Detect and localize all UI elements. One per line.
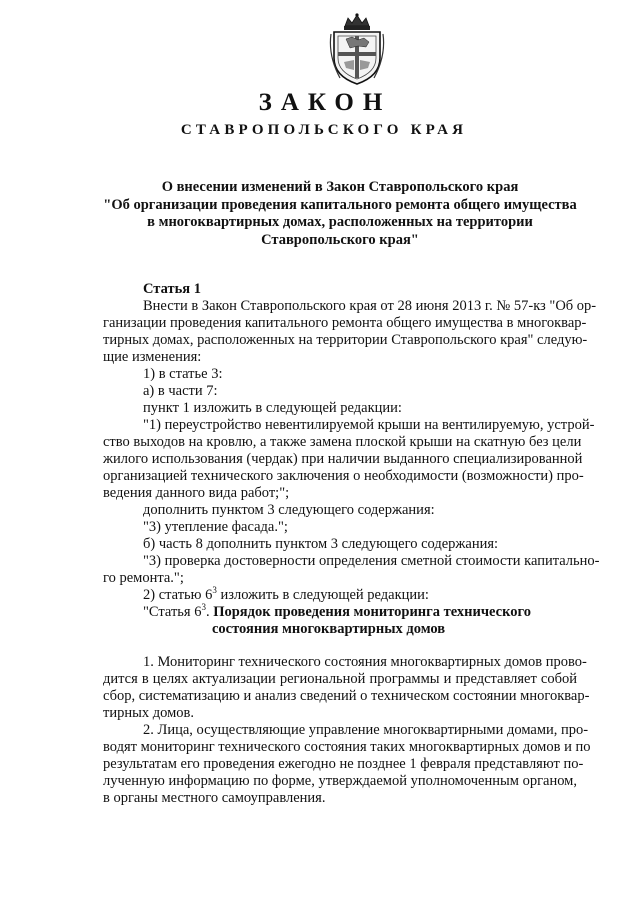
paragraph-line: дится в целях актуализации региональной программы и представляет собой bbox=[103, 671, 577, 687]
paragraph-line: в органы местного самоуправления. bbox=[103, 790, 326, 806]
superscript: 3 bbox=[212, 585, 217, 596]
paragraph-line: организацией технического заключения о необходимости (возможности) про- bbox=[103, 468, 584, 484]
list-item: пункт 1 изложить в следующей редакции: bbox=[143, 400, 402, 416]
new-article-heading bbox=[143, 604, 531, 621]
paragraph-line: го ремонта."; bbox=[103, 570, 184, 586]
document-title-line: "Об организации проведения капитального ремонта общего имущества bbox=[103, 196, 577, 213]
paragraph-line: ведения данного вида работ;"; bbox=[103, 485, 290, 501]
paragraph-line: жилого использования (чердак) при наличии выданного специализированной bbox=[103, 451, 583, 467]
list-item: "3) утепление фасада."; bbox=[143, 519, 288, 535]
document-title-line: О внесении изменений в Закон Ставропольского края bbox=[161, 179, 519, 195]
list-item: 1) в статье 3: bbox=[143, 366, 223, 382]
law-title: ЗАКОН bbox=[258, 89, 392, 116]
list-item: б) часть 8 дополнить пунктом 3 следующего содержания: bbox=[143, 536, 499, 552]
list-item: дополнить пунктом 3 следующего содержания: bbox=[143, 502, 435, 518]
document-title-line: в многоквартирных домах, расположенных на территории bbox=[147, 214, 533, 230]
article-heading: Статья 1 bbox=[143, 281, 201, 297]
document-title bbox=[90, 179, 590, 249]
paragraph-line: водят мониторинг технического состояния таких многоквартирных домов и по bbox=[103, 739, 591, 755]
document-title-line: Ставропольского края" bbox=[261, 231, 419, 248]
item2-prefix: 2) статью 6 bbox=[143, 587, 213, 603]
paragraph-line: 1. Мониторинг технического состояния многоквартирных домов прово- bbox=[143, 654, 587, 670]
new-article-title-line2: состояния многоквартирных домов bbox=[212, 621, 446, 637]
paragraph-line: лученную информацию по форме, утверждаемой уполномоченным органом, bbox=[103, 773, 577, 789]
paragraph-line: "3) проверка достоверности определения сметной стоимости капитально- bbox=[143, 553, 600, 569]
paragraph-line: щие изменения: bbox=[103, 349, 202, 365]
paragraph-line: тирных домов. bbox=[103, 705, 194, 721]
list-item bbox=[143, 587, 429, 604]
list-item: а) в части 7: bbox=[143, 383, 218, 399]
paragraph-line: сбор, систематизацию и анализ сведений о техническом состоянии многоквар- bbox=[103, 688, 590, 704]
paragraph-line: ство выходов на кровлю, а также замена плоской крыши на скатную без цели bbox=[103, 434, 582, 450]
law-subtitle: СТАВРОПОЛЬСКОГО КРАЯ bbox=[180, 122, 468, 138]
new-article-title: Порядок проведения мониторинга технического bbox=[213, 604, 531, 620]
paragraph-line: ганизации проведения капитального ремонта общего имущества в многоквар- bbox=[103, 315, 587, 331]
new-article-prefix: "Статья 6 bbox=[143, 604, 202, 620]
superscript: 3 bbox=[201, 602, 206, 613]
item2-suffix: изложить в следующей редакции: bbox=[216, 587, 429, 603]
paragraph-line: 2. Лица, осуществляющие управление многоквартирными домами, про- bbox=[143, 722, 589, 738]
new-article-dot: . bbox=[205, 604, 214, 620]
paragraph-line: "1) переустройство невентилируемой крыши на вентилируемую, устрой- bbox=[143, 417, 595, 433]
paragraph-line: тирных домах, расположенных на территории Ставропольского края" следую- bbox=[103, 332, 588, 348]
paragraph-line: Внести в Закон Ставропольского края от 28 июня 2013 г. № 57-кз "Об ор- bbox=[143, 298, 597, 314]
coat-of-arms-icon bbox=[328, 12, 386, 88]
paragraph-line: результатам его проведения ежегодно не позднее 1 февраля представляют по- bbox=[103, 756, 584, 772]
